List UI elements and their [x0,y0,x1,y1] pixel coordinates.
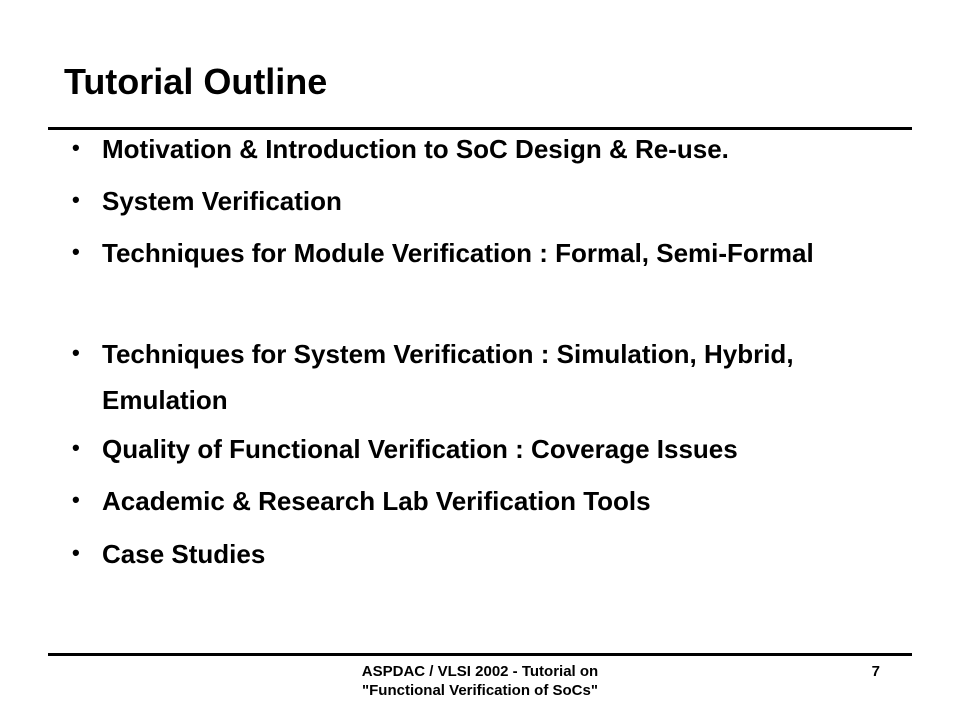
bullet-icon: • [72,435,80,460]
bullet-icon: • [72,239,80,264]
outline-item-text: Techniques for Module Verification : Formal, Semi-Formal [102,238,814,268]
footer-divider [48,653,912,656]
outline-item [72,231,902,277]
outline-item [72,127,902,173]
footer-caption: ASPDAC / VLSI 2002 - Tutorial on "Functional Verification of SoCs" [361,663,599,699]
outline-item-text: System Verification [102,186,342,216]
outline-item-text: Techniques for System Verification : Simulation, Hybrid, Emulation [102,339,794,415]
page-number: 7 [871,663,880,680]
bullet-icon: • [72,135,80,160]
outline-item-text: Academic & Research Lab Verification Tools [102,486,651,516]
outline-item [72,427,902,473]
outline-item [72,179,902,225]
bullet-icon: • [72,340,80,365]
slide-title: Tutorial Outline [64,61,328,102]
outline-item [72,332,902,423]
outline-item-text: Case Studies [102,539,266,569]
bullet-icon: • [72,187,80,212]
outline-item-text: Quality of Functional Verification : Coverage Issues [102,434,738,464]
outline-item [72,479,902,525]
bullet-icon: • [72,487,80,512]
outline-item-text: Motivation & Introduction to SoC Design & Re-use. [102,134,729,164]
bullet-icon: • [72,540,80,565]
outline-item [72,532,902,578]
